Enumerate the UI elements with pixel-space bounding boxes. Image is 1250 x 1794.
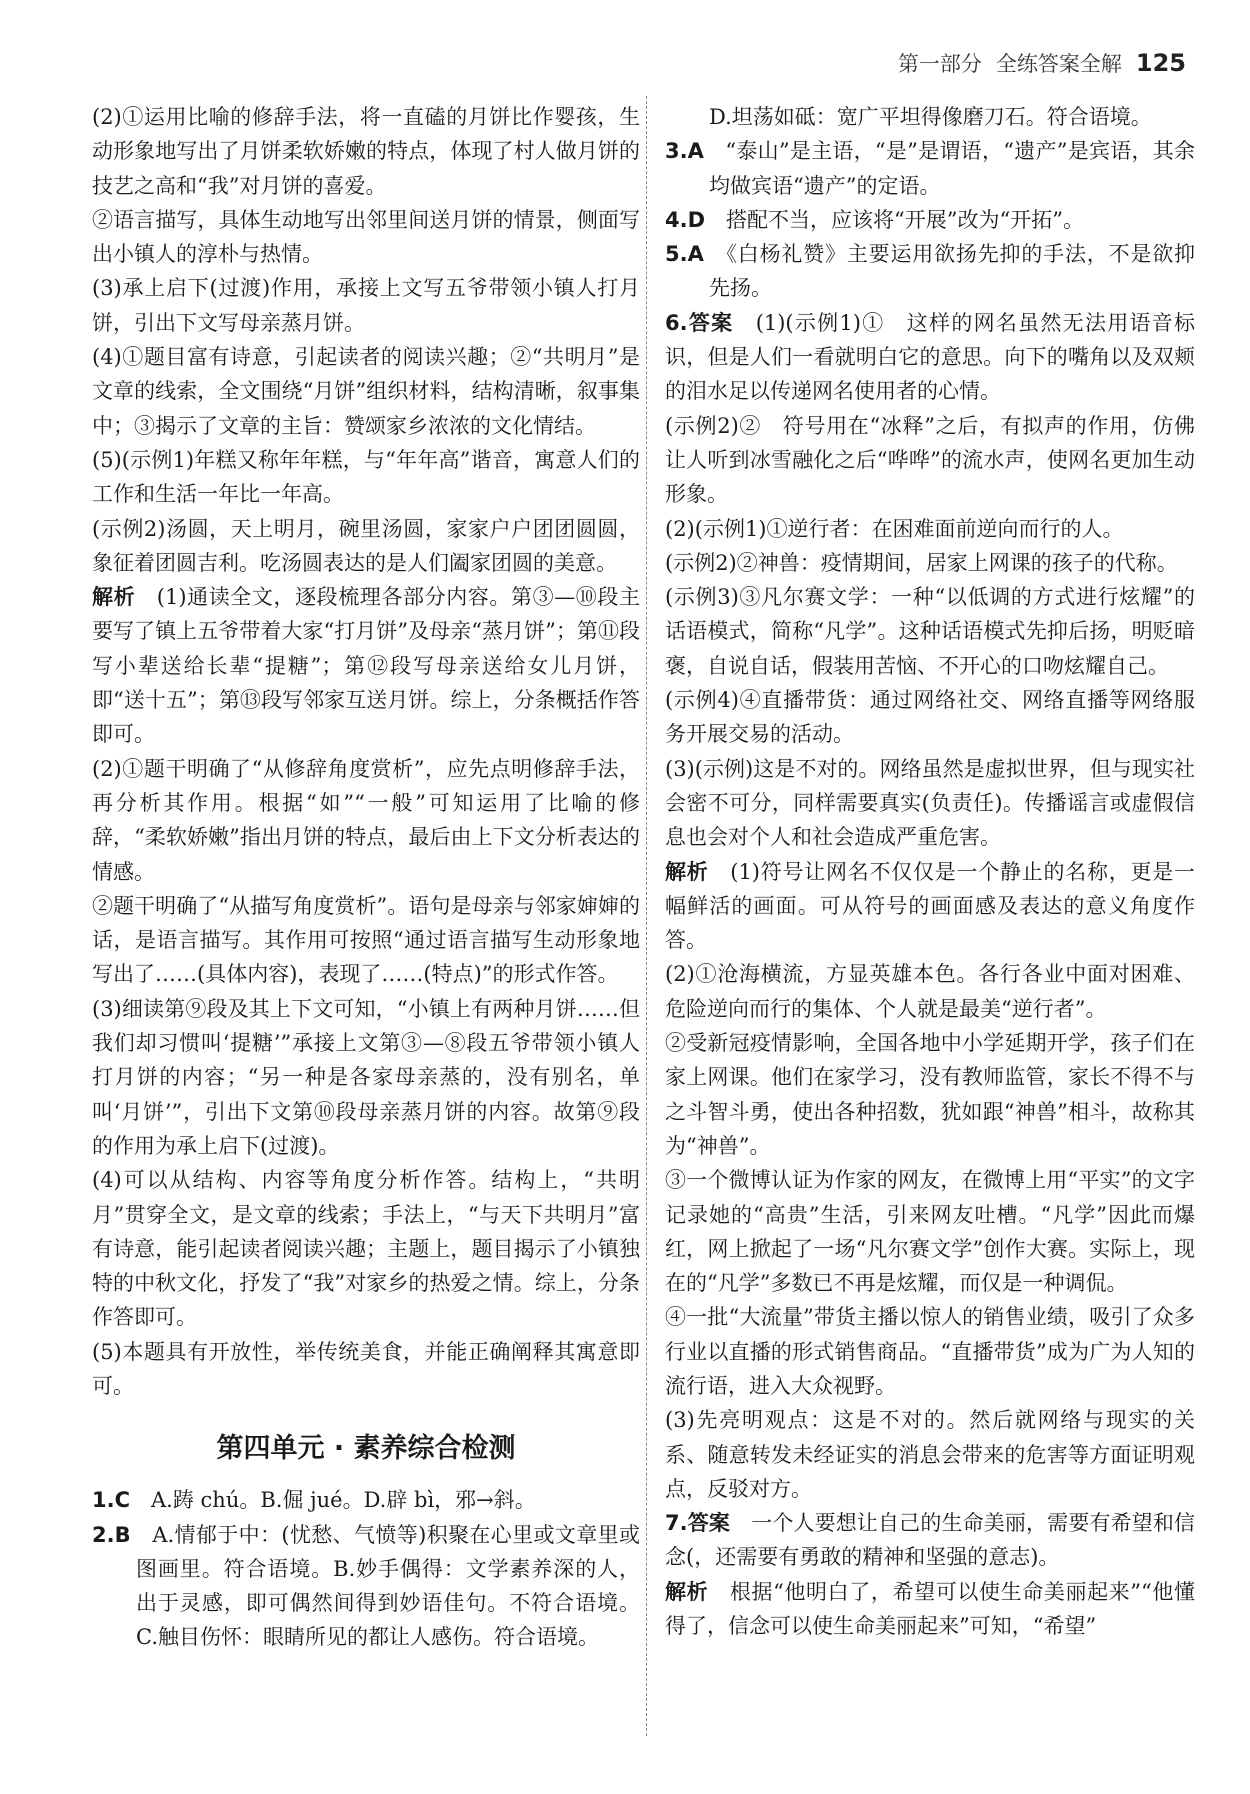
answer-paragraph: (示例2)②神兽：疫情期间，居家上网课的孩子的代称。 [665,550,1178,575]
analysis-paragraph: (2)①沧海横流，方显英雄本色。各行各业中面对困难、危险逆向而行的集体、个人就是最美“逆行者”。 [665,962,1195,1021]
right-column [665,100,1195,1643]
answer-paragraph: ②语言描写，具体生动地写出邻里间送月饼的情景，侧面写出小镇人的淳朴与热情。 [92,207,640,267]
question-text: A.情郁于中：(忧愁、气愤等)积聚在心里或文章里或图画里。符合语境。B.妙手偶得：文学素养深的人，出于灵感，即可偶然间得到妙语佳句。不符合语境。C.触目伤怀：眼睛所见的都让人感伤。符合语境。 [136,1522,640,1650]
column-divider [646,96,647,1736]
question-number: 5.A [665,242,704,267]
analysis-paragraph [92,580,640,751]
answer-paragraph: (4)①题目富有诗意，引起读者的阅读兴趣；②“共明月”是文章的线索，全文围绕“月饼”组织材料，结构清晰，叙事集中；③揭示了文章的主旨：赞颂家乡浓浓的文化情结。 [92,345,640,438]
analysis-paragraph: ④一批“大流量”带货主播以惊人的销售业绩，吸引了众多行业以直播的形式销售商品。“直播带货”成为广为人知的流行语，进入大众视野。 [665,1305,1195,1398]
answer-text: 一个人要想让自己的生命美丽，需要有希望和信念(，还需要有勇敢的精神和坚强的意志)。 [665,1511,1196,1570]
answer-paragraph: (示例3)③凡尔赛文学：一种“以低调的方式进行炫耀”的话语模式，简称“凡学”。这种话语模式先抑后扬，明贬暗褒，自说自话，假装用苦恼、不开心的口吻炫耀自己。 [665,585,1195,678]
question-3 [665,134,1195,203]
analysis-paragraph [665,1575,1195,1644]
analysis-paragraph: (3)先亮明观点：这是不对的。然后就网络与现实的关系、随意转发未经证实的消息会带来的危害等方面证明观点，反驳对方。 [665,1408,1195,1501]
left-column [92,100,640,1655]
question-number: 2.B [92,1522,131,1547]
answer-paragraph: (示例4)④直播带货：通过网络社交、网络直播等网络服务开展交易的活动。 [665,688,1195,747]
analysis-label: 解析 [665,1579,709,1604]
answer-paragraph: (3)承上启下(过渡)作用，承接上文写五爷带领小镇人打月饼，引出下文写母亲蒸月饼。 [92,276,640,335]
question-number: 6. [665,310,688,335]
question-number: 3.A [665,139,704,164]
analysis-paragraph [665,855,1195,958]
analysis-paragraph: (4)可以从结构、内容等角度分析作答。结构上，“共明月”贯穿全文，是文章的线索；手法上，“与天下共明月”富有诗意，能引起读者阅读兴趣；主题上，题目揭示了小镇独特的中秋文化，抒发了“我”对家乡的热爱之情。综上，分条作答即可。 [92,1168,640,1330]
question-number: 1.C [92,1488,131,1513]
answer-paragraph: (2)(示例1)①逆行者：在困难面前逆向而行的人。 [665,516,1124,541]
analysis-text: 根据“他明白了，希望可以使生命美丽起来”“他懂得了，信念可以使生命美丽起来”可知，“希望” [665,1579,1195,1639]
analysis-paragraph: (2)①题干明确了“从修辞角度赏析”，应先点明修辞手法，再分析其作用。根据“如”“一般”可知运用了比喻的修辞，“柔软娇嫩”指出月饼的特点，最后由上下文分析表达的情感。 [92,756,640,884]
answer-text: (1)(示例1)① 这样的网名虽然无法用语音标识，但是人们一看就明白它的意思。向下的嘴角以及双颊的泪水足以传递网名使用者的心情。 [665,310,1196,404]
question-1 [92,1483,640,1517]
header-section: 第一部分 [897,52,982,76]
analysis-label: 解析 [665,859,709,884]
analysis-paragraph: ③一个微博认证为作家的网友，在微博上用“平实”的文字记录她的“高贵”生活，引来网友吐槽。“凡学”因此而爆红，网上掀起了一场“凡尔赛文学”创作大赛。实际上，现在的“凡学”多数已不再是炫耀，而仅是一种调侃。 [665,1168,1195,1296]
question-6 [665,306,1195,409]
answer-label: 答案 [687,1511,731,1536]
answer-paragraph: (示例2)汤圆，天上明月，碗里汤圆，家家户户团团圆圆，象征着团圆吉利。吃汤圆表达的是人们阖家团圆的美意。 [92,516,640,575]
analysis-text: (1)通读全文，逐段梳理各部分内容。第③—⑩段主要写了镇上五爷带着大家“打月饼”及母亲“蒸月饼”；第⑪段写小辈送给长辈“提糖”；第⑫段写母亲送给女儿月饼，即“送十五”；第⑬段写邻家互送月饼。综上，分条概括作答即可。 [92,585,640,747]
question-text: “泰山”是主语，“是”是谓语，“遗产”是宾语，其余均做宾语“遗产”的定语。 [709,139,1196,198]
answer-paragraph: (3)(示例)这是不对的。网络虽然是虚拟世界，但与现实社会密不可分，同样需要真实(负责任)。传播谣言或虚假信息也会对个人和社会造成严重危害。 [665,756,1195,850]
question-text: A.踌 chú。B.倔 jué。D.辟 bì，邪→斜。 [151,1488,536,1513]
question-4 [665,203,1195,237]
analysis-paragraph: ②受新冠疫情影响，全国各地中小学延期开学，孩子们在家上网课。他们在家学习，没有教师监管，家长不得不与之斗智斗勇，使出各种招数，犹如跟“神兽”相斗，故称其为“神兽”。 [665,1031,1195,1158]
answer-paragraph: (2)①运用比喻的修辞手法，将一直磕的月饼比作婴孩，生动形象地写出了月饼柔软娇嫩的特点，体现了村人做月饼的技艺之高和“我”对月饼的喜爱。 [92,105,640,198]
analysis-paragraph: ②题干明确了“从描写角度赏析”。语句是母亲与邻家婶婶的话，是语言描写。其作用可按照“通过语言描写生动形象地写出了……(具体内容)，表现了……(特点)”的形式作答。 [92,893,640,987]
analysis-paragraph: (3)细读第⑨段及其上下文可知，“小镇上有两种月饼……但我们却习惯叫‘提糖’”承接上文第③—⑧段五爷带领小镇人打月饼的内容；“另一种是各家母亲蒸的，没有别名，单叫‘月饼’”，引出下文第⑩段母亲蒸月饼的内容。故第⑨段的作用为承上启下(过渡)。 [92,996,640,1158]
question-number: 4.D [665,207,706,232]
question-number: 7. [665,1511,688,1536]
page-number: 125 [1135,49,1186,77]
question-7 [665,1506,1195,1575]
question-text: 《白杨礼赞》主要运用欲扬先抑的手法，不是欲抑先扬。 [709,242,1196,301]
analysis-text: (1)符号让网名不仅仅是一个静止的名称，更是一幅鲜活的画面。可从符号的画面感及表达的意义角度作答。 [665,859,1195,953]
answer-paragraph: (示例2)② 符号用在“冰释”之后，有拟声的作用，仿佛让人听到冰雪融化之后“哗哗”的流水声，使网名更加生动形象。 [665,413,1195,507]
question-2 [92,1518,640,1655]
answer-label: 答案 [687,310,734,335]
header-title: 全练答案全解 [995,52,1122,76]
analysis-label: 解析 [92,585,136,610]
analysis-paragraph: (5)本题具有开放性，举传统美食，并能正确阐释其寓意即可。 [92,1339,640,1398]
answer-paragraph: (5)(示例1)年糕又称年年糕，与“年年高”谐音，寓意人们的工作和生活一年比一年高。 [92,447,640,507]
question-text: 搭配不当，应该将“开展”改为“开拓”。 [726,207,1084,232]
section-title: 第四单元 · 素养综合检测 [216,1433,516,1465]
answer-paragraph: D.坦荡如砥：宽广平坦得像磨刀石。符合语境。 [709,105,1152,129]
page-header [898,48,1186,78]
question-5 [665,237,1195,306]
